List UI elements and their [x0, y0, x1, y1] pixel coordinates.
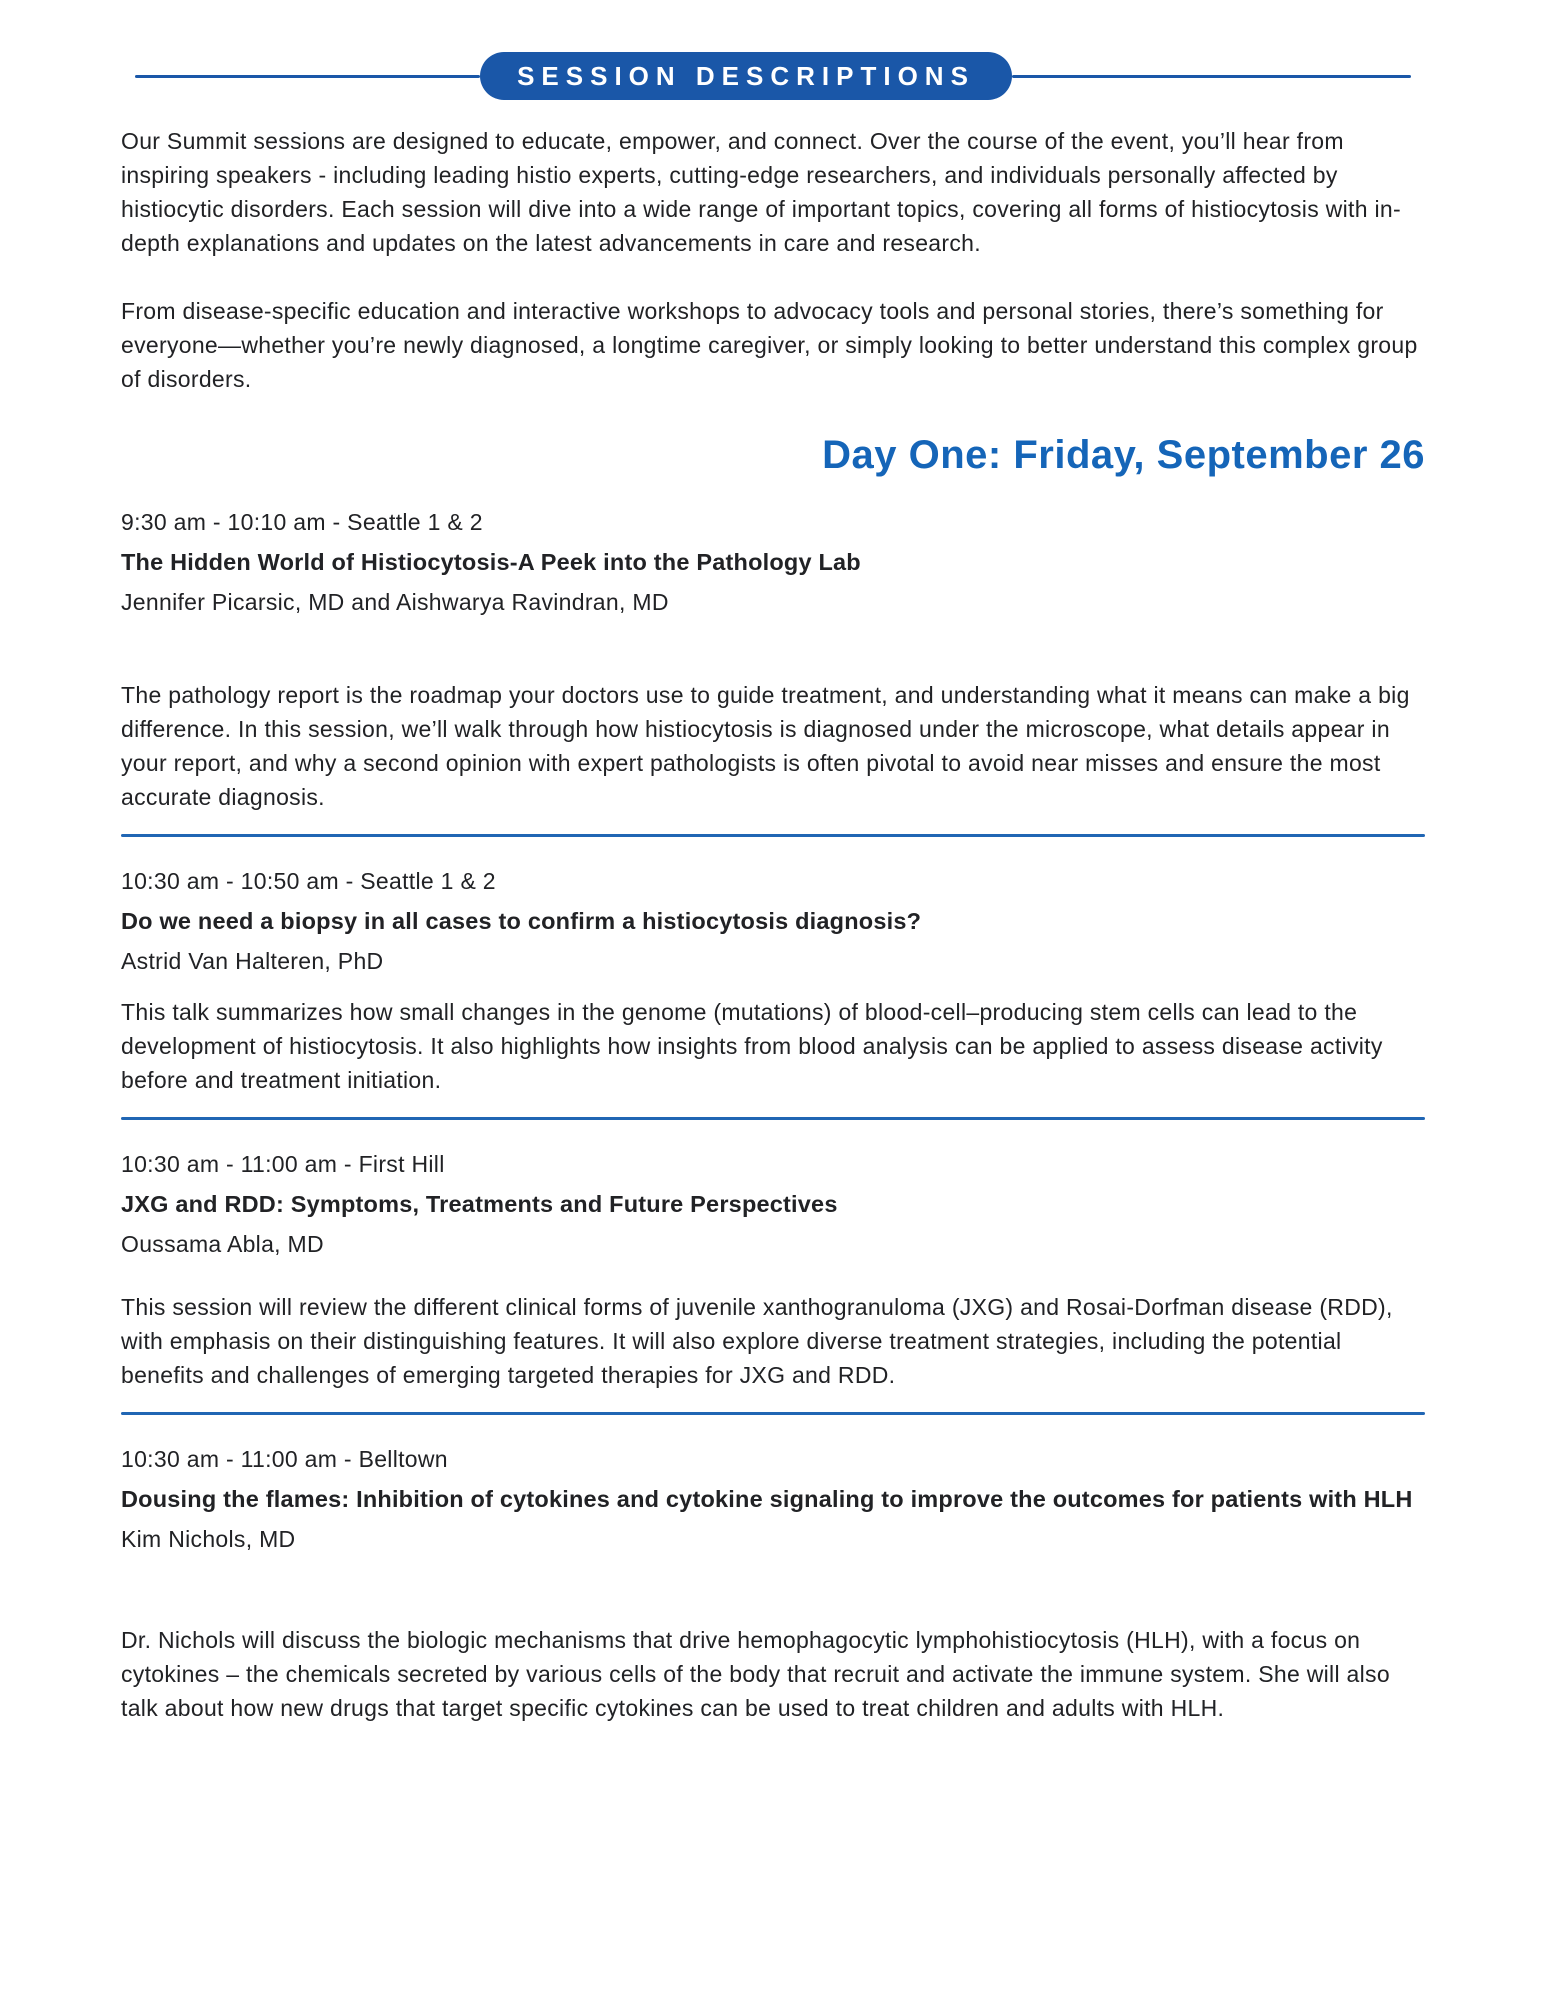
- session-entry: [121, 861, 1425, 1097]
- session-description: This session will review the different clinical forms of juvenile xanthogranuloma (JXG) and Rosai-Dorfman disease (RDD), with emphasis on their distinguishing features. It will also explore diverse treatment strategies, including the potential benefits and challenges of emerging targeted therapies for JXG and RDD.: [121, 1294, 1393, 1388]
- session-speakers: Kim Nichols, MD: [121, 1526, 296, 1552]
- session-time-location: 10:30 am - 11:00 am - Belltown: [121, 1446, 448, 1472]
- session-title: JXG and RDD: Symptoms, Treatments and Future Perspectives: [121, 1191, 838, 1217]
- section-header-badge: [480, 52, 1012, 100]
- session-description: This talk summarizes how small changes in the genome (mutations) of blood-cell–producing stem cells can lead to the development of histiocytosis. It also highlights how insights from blood analysis can be applied to assess disease activity before and treatment initiation.: [121, 999, 1383, 1093]
- session-time-location: 9:30 am - 10:10 am - Seattle 1 & 2: [121, 509, 483, 535]
- session-entry: [121, 1439, 1425, 1725]
- session-speakers: Oussama Abla, MD: [121, 1231, 324, 1257]
- session-divider: [121, 1412, 1425, 1415]
- session-time-location: 10:30 am - 11:00 am - First Hill: [121, 1151, 445, 1177]
- session-entry: [121, 502, 1425, 814]
- section-header: [135, 52, 1411, 100]
- session-divider: [121, 834, 1425, 837]
- section-header-label: SESSION DESCRIPTIONS: [517, 60, 975, 91]
- session-description: Dr. Nichols will discuss the biologic mechanisms that drive hemophagocytic lymphohistiocytosis (HLH), with a focus on cytokines – the chemicals secreted by various cells of the body that recruit and activate the immune system. She will also talk about how new drugs that target specific cytokines can be used to treat children and adults with HLH.: [121, 1627, 1390, 1721]
- session-speakers: Astrid Van Halteren, PhD: [121, 948, 384, 974]
- header-rule-right: [1012, 75, 1411, 78]
- session-description: The pathology report is the roadmap your doctors use to guide treatment, and understanding what it means can make a big difference. In this session, we’ll walk through how histiocytosis is diagnosed under the microscope, what details appear in your report, and why a second opinion with expert pathologists is often pivotal to avoid near misses and ensure the most accurate diagnosis.: [121, 682, 1410, 810]
- header-rule-left: [135, 75, 480, 78]
- session-title: Dousing the flames: Inhibition of cytokines and cytokine signaling to improve the outcomes for patients with HLH: [121, 1486, 1413, 1512]
- intro-paragraph-1: Our Summit sessions are designed to educate, empower, and connect. Over the course of the event, you’ll hear from inspiring speakers - including leading histio experts, cutting-edge researchers, and individuals personally affected by histiocytic disorders. Each session will dive into a wide range of important topics, covering all forms of histiocytosis with in-depth explanations and updates on the latest advancements in care and research.: [121, 128, 1401, 256]
- session-speakers: Jennifer Picarsic, MD and Aishwarya Ravindran, MD: [121, 589, 669, 615]
- session-title: Do we need a biopsy in all cases to confirm a histiocytosis diagnosis?: [121, 908, 922, 934]
- session-time-location: 10:30 am - 10:50 am - Seattle 1 & 2: [121, 868, 496, 894]
- session-divider: [121, 1117, 1425, 1120]
- session-entry: [121, 1144, 1425, 1392]
- intro-paragraph-2: From disease-specific education and interactive workshops to advocacy tools and personal stories, there’s something for everyone—whether you’re newly diagnosed, a longtime caregiver, or simply looking to better understand this complex group of disorders.: [121, 298, 1418, 392]
- day-one-heading: Day One: Friday, September 26: [822, 433, 1425, 477]
- session-title: The Hidden World of Histiocytosis-A Peek into the Pathology Lab: [121, 549, 861, 575]
